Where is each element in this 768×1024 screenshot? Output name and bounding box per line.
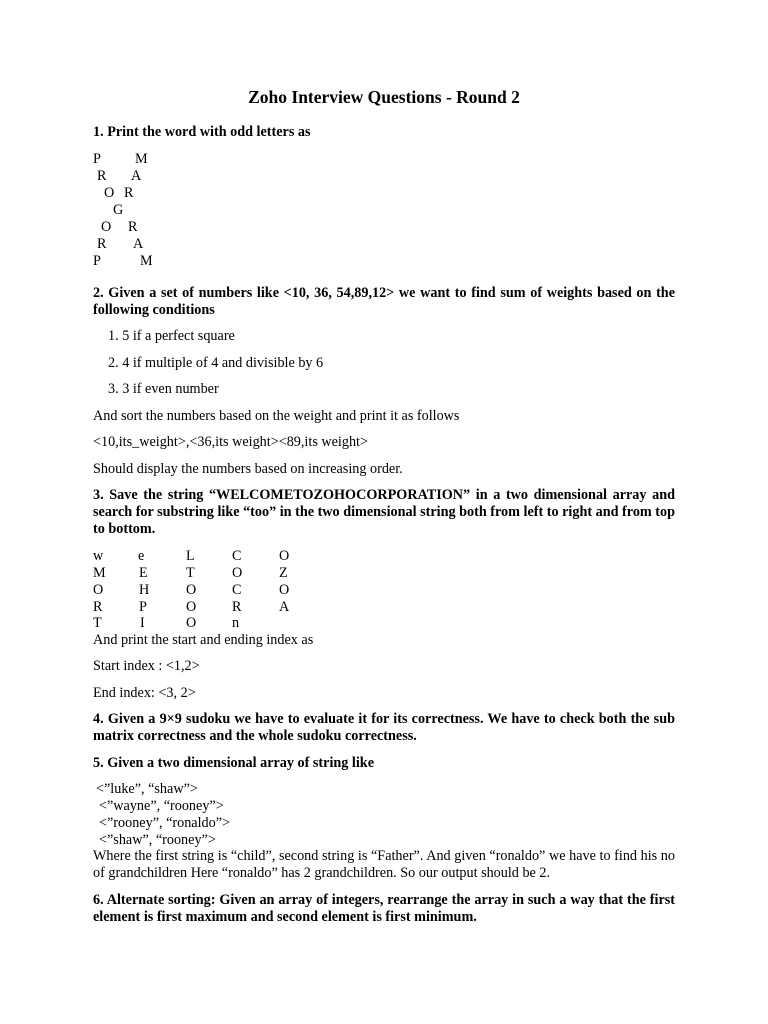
q3-grid-cell: E xyxy=(139,565,148,581)
q1-pattern-char: O xyxy=(104,185,115,201)
q2-heading: 2. Given a set of numbers like <10, 36, 54,89,12> we want to find sum of weights based on the following conditions xyxy=(93,285,675,318)
q1-pattern-char: M xyxy=(140,253,153,269)
q3-grid-cell: e xyxy=(138,548,145,564)
q2-condition: 3. 3 if even number xyxy=(108,381,219,397)
q1-pattern-char: O xyxy=(101,219,112,235)
q3-grid-cell: w xyxy=(93,548,104,564)
q3-grid-cell: n xyxy=(232,615,240,631)
q2-condition: 1. 5 if a perfect square xyxy=(108,328,235,344)
q3-grid-cell: O xyxy=(232,565,243,581)
q1-pattern-char: A xyxy=(131,168,142,184)
q2-line1: And sort the numbers based on the weight and print it as follows xyxy=(93,408,460,424)
q3-grid-cell: O xyxy=(279,582,290,598)
q3-grid-cell: L xyxy=(186,548,195,564)
q3-start-index: Start index : <1,2> xyxy=(93,658,200,674)
q1-pattern-char: P xyxy=(93,253,101,269)
q3-grid-cell: O xyxy=(186,615,197,631)
q5-pair: <”rooney”, “ronaldo”> xyxy=(99,815,231,831)
q1-pattern-char: R xyxy=(97,168,107,184)
q3-line1: And print the start and ending index as xyxy=(93,632,314,648)
q3-grid-cell: I xyxy=(140,615,145,631)
q3-grid-cell: Z xyxy=(279,565,288,581)
q3-grid-cell: O xyxy=(93,582,104,598)
q3-grid-cell: O xyxy=(186,582,197,598)
q4-heading: 4. Given a 9×9 sudoku we have to evaluate it for its correctness. We have to check both the sub matrix correctness and the whole sudoku correctness. xyxy=(93,711,675,744)
q3-grid-cell: R xyxy=(232,599,242,615)
q3-grid-cell: P xyxy=(139,599,147,615)
q6-heading: 6. Alternate sorting: Given an array of integers, rearrange the array in such a way that the first element is first maximum and second element is first minimum. xyxy=(93,892,675,925)
q3-grid-cell: O xyxy=(279,548,290,564)
q3-grid-cell: M xyxy=(93,565,106,581)
q3-grid-cell: O xyxy=(186,599,197,615)
q5-text: Where the first string is “child”, second string is “Father”. And given “ronaldo” we have to find his no of grandchildren Here “ronaldo” has 2 grandchildren. So our output should be 2. xyxy=(93,848,675,881)
q5-pair: <”luke”, “shaw”> xyxy=(96,781,198,797)
q3-grid-cell: C xyxy=(232,548,242,564)
q1-pattern-char: R xyxy=(97,236,107,252)
q1-pattern-char: G xyxy=(113,202,124,218)
q2-condition: 2. 4 if multiple of 4 and divisible by 6 xyxy=(108,355,324,371)
q1-pattern-char: M xyxy=(135,151,148,167)
q3-grid-cell: T xyxy=(186,565,195,581)
q3-grid-cell: T xyxy=(93,615,102,631)
q5-pair: <”wayne”, “rooney”> xyxy=(99,798,224,814)
q1-pattern-char: A xyxy=(133,236,144,252)
q1-pattern-char: P xyxy=(93,151,101,167)
q3-grid-cell: C xyxy=(232,582,242,598)
q3-grid-cell: R xyxy=(93,599,103,615)
q3-end-index: End index: <3, 2> xyxy=(93,685,196,701)
q3-grid-cell: A xyxy=(279,599,290,615)
q1-pattern-char: R xyxy=(124,185,134,201)
q5-pair: <”shaw”, “rooney”> xyxy=(99,832,216,848)
q3-grid-cell: H xyxy=(139,582,150,598)
q1-pattern-char: R xyxy=(128,219,138,235)
q3-heading: 3. Save the string “WELCOMETOZOHOCORPORATION” in a two dimensional array and search for substring like “too” in the two dimensional string both from left to right and from top to bottom. xyxy=(93,487,675,537)
q1-heading: 1. Print the word with odd letters as xyxy=(93,124,311,140)
q2-line2: <10,its_weight>,<36,its weight><89,its weight> xyxy=(93,434,369,450)
page-title: Zoho Interview Questions - Round 2 xyxy=(248,87,520,107)
q2-line3: Should display the numbers based on increasing order. xyxy=(93,461,403,477)
q5-heading: 5. Given a two dimensional array of string like xyxy=(93,755,374,771)
